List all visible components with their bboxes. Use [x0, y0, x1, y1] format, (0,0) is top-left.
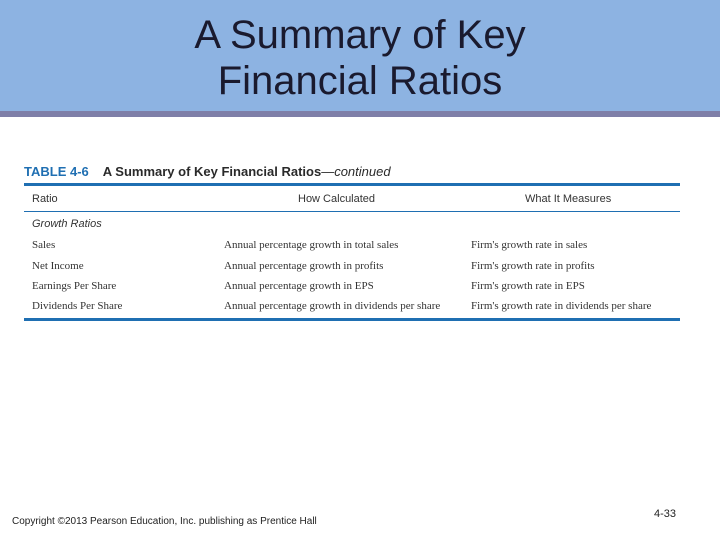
- cell-ratio: Sales: [32, 239, 56, 251]
- cell-how-calculated: Annual percentage growth in dividends per share: [224, 300, 441, 312]
- table-row: [0, 280, 720, 298]
- cell-how-calculated: Annual percentage growth in EPS: [224, 280, 374, 292]
- cell-what-it-measures: Firm's growth rate in profits: [471, 260, 595, 272]
- copyright-notice: Copyright ©2013 Pearson Education, Inc. publishing as Prentice Hall: [12, 516, 317, 527]
- slide-number: 4-33: [654, 508, 677, 520]
- cell-how-calculated: Annual percentage growth in total sales: [224, 239, 399, 251]
- table-top-rule: [24, 183, 680, 186]
- table-header-rule: [24, 211, 680, 212]
- cell-what-it-measures: Firm's growth rate in EPS: [471, 280, 585, 292]
- cell-what-it-measures: Firm's growth rate in sales: [471, 239, 588, 251]
- cell-what-it-measures: Firm's growth rate in dividends per share: [471, 300, 652, 312]
- table-row: [0, 239, 720, 257]
- column-header-ratio: Ratio: [32, 193, 58, 205]
- table-title: A Summary of Key Financial Ratios: [102, 164, 322, 179]
- table-number: TABLE 4-6: [24, 164, 89, 179]
- slide-title-line-2: Financial Ratios: [217, 59, 503, 103]
- cell-ratio: Dividends Per Share: [32, 300, 123, 312]
- table-continued: —continued: [321, 164, 391, 179]
- slide-title-line-1: A Summary of Key: [194, 13, 526, 57]
- cell-ratio: Net Income: [32, 260, 84, 272]
- table-caption: [24, 164, 391, 179]
- table-bottom-rule: [24, 318, 680, 321]
- slide-title: [0, 12, 720, 104]
- title-divider: [0, 111, 720, 117]
- column-header-how-calculated: How Calculated: [298, 193, 376, 205]
- table-row: [0, 300, 720, 318]
- section-label-growth-ratios: Growth Ratios: [32, 218, 102, 230]
- cell-ratio: Earnings Per Share: [32, 280, 117, 292]
- table-row: [0, 260, 720, 278]
- cell-how-calculated: Annual percentage growth in profits: [224, 260, 384, 272]
- column-header-what-it-measures: What It Measures: [525, 193, 612, 205]
